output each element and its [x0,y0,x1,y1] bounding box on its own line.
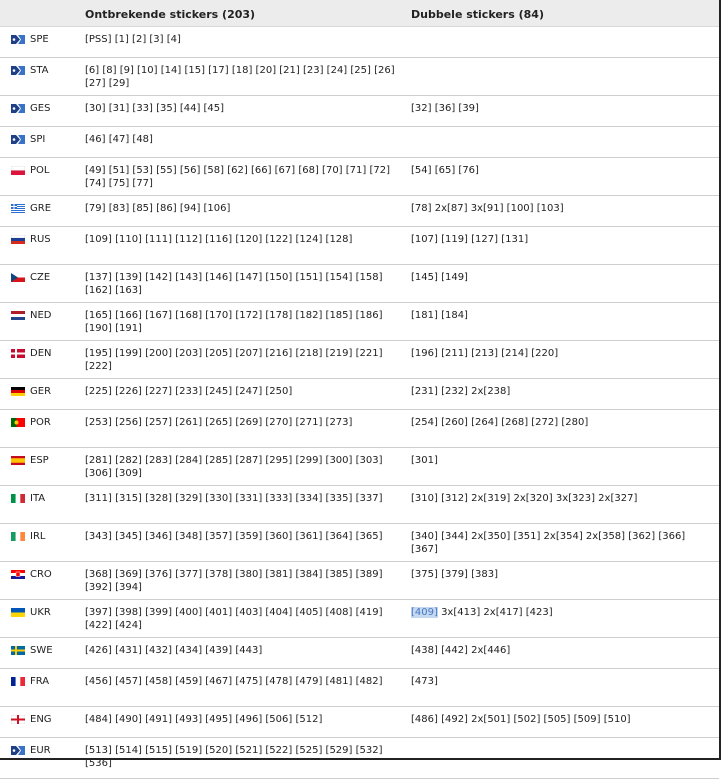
missing-stickers: [195] [199] [200] [203] [205] [207] [216] [218] [219] [221] [222] [85,348,383,372]
flag-pol-icon [11,166,25,175]
double-stickers: [107] [119] [127] [131] [411,234,529,245]
flag-esp-icon [11,456,25,465]
double-stickers: [340] [344] 2x[350] [351] 2x[354] 2x[358] [362] [366] [367] [411,531,686,555]
flag-ukr-icon [11,608,25,617]
team-code: CZE [30,272,51,283]
team-code: GRE [30,203,52,214]
double-stickers: [486] [492] 2x[501] [502] [505] [509] [510] [411,714,631,725]
team-code: EUR [30,745,51,756]
flag-rus-icon [11,235,25,244]
team-code: CRO [30,569,52,580]
flag-gre-icon [11,204,25,213]
team-code: SPI [30,134,46,145]
double-stickers: [32] [36] [39] [411,103,479,114]
missing-stickers: [397] [398] [399] [400] [401] [403] [404] [405] [408] [419] [422] [424] [85,607,383,631]
tournament-logo-icon [11,746,25,755]
flag-irl-icon [11,532,25,541]
team-code: IRL [30,531,46,542]
table-row [0,707,719,738]
team-code: POR [30,417,51,428]
missing-stickers: [79] [83] [85] [86] [94] [106] [85,203,231,214]
team-code: DEN [30,348,52,359]
tournament-logo-icon [11,104,25,113]
missing-stickers: [343] [345] [346] [348] [357] [359] [360] [361] [364] [365] [85,531,383,542]
double-stickers: [145] [149] [411,272,468,283]
double-stickers: [196] [211] [213] [214] [220] [411,348,559,359]
table-body [0,27,719,779]
team-code: RUS [30,234,51,245]
table-row [0,341,719,379]
double-column-header: Dubbele stickers (84) [411,8,544,21]
table-row [0,96,719,127]
team-code: FRA [30,676,50,687]
flag-swe-icon [11,646,25,655]
double-stickers: [473] [411,676,438,687]
table-row [0,562,719,600]
team-code: POL [30,165,50,176]
double-stickers: [310] [312] 2x[319] 2x[320] 3x[323] 2x[327] [411,493,638,504]
team-code: ESP [30,455,49,466]
team-code: SWE [30,645,53,656]
double-stickers: [54] [65] [76] [411,165,479,176]
team-code: STA [30,65,49,76]
missing-stickers: [484] [490] [491] [493] [495] [496] [506] [512] [85,714,323,725]
team-code: ENG [30,714,52,725]
tournament-logo-icon [11,66,25,75]
table-row [0,158,719,196]
team-code: UKR [30,607,51,618]
double-stickers: [181] [184] [411,310,468,321]
flag-ned-icon [11,311,25,320]
missing-stickers: [368] [369] [376] [377] [378] [380] [381] [384] [385] [389] [392] [394] [85,569,383,593]
double-stickers [411,607,711,620]
double-stickers-rest: 3x[413] 2x[417] [423] [437,607,553,618]
flag-cze-icon [11,273,25,282]
table-row [0,265,719,303]
flag-ger-icon [11,387,25,396]
missing-stickers: [137] [139] [142] [143] [146] [147] [150] [151] [154] [158] [162] [163] [85,272,383,296]
missing-stickers: [30] [31] [33] [35] [44] [45] [85,103,225,114]
missing-stickers: [281] [282] [283] [284] [285] [287] [295] [299] [300] [303] [306] [309] [85,455,383,479]
table-row [0,524,719,562]
flag-fra-icon [11,677,25,686]
missing-column-header: Ontbrekende stickers (203) [85,8,256,21]
flag-ita-icon [11,494,25,503]
team-code: GER [30,386,52,397]
table-row [0,227,719,265]
missing-stickers: [225] [226] [227] [233] [245] [247] [250] [85,386,293,397]
missing-stickers: [253] [256] [257] [261] [265] [269] [270] [271] [273] [85,417,353,428]
missing-stickers: [456] [457] [458] [459] [467] [475] [478] [479] [481] [482] [85,676,383,687]
team-code: GES [30,103,51,114]
table-row [0,410,719,448]
selected-sticker[interactable]: [409] [411,607,438,618]
missing-stickers: [165] [166] [167] [168] [170] [172] [178] [182] [185] [186] [190] [191] [85,310,383,334]
table-row [0,738,719,779]
table-header [0,0,719,27]
table-row [0,303,719,341]
tournament-logo-icon [11,135,25,144]
double-stickers: [231] [232] 2x[238] [411,386,511,397]
double-stickers: [301] [411,455,438,466]
table-row [0,448,719,486]
team-code: SPE [30,34,49,45]
missing-stickers: [49] [51] [53] [55] [56] [58] [62] [66] [67] [68] [70] [71] [72] [74] [75] [77] [85,165,390,189]
table-row [0,58,719,96]
table-row [0,638,719,669]
table-row [0,669,719,707]
missing-stickers: [109] [110] [111] [112] [116] [120] [122] [124] [128] [85,234,353,245]
missing-stickers: [513] [514] [515] [519] [520] [521] [522] [525] [529] [532] [536] [85,745,383,769]
table-row [0,127,719,158]
missing-stickers: [PSS] [1] [2] [3] [4] [85,34,181,45]
missing-stickers: [426] [431] [432] [434] [439] [443] [85,645,263,656]
double-stickers: [438] [442] 2x[446] [411,645,511,656]
table-row [0,27,719,58]
double-stickers: [78] 2x[87] 3x[91] [100] [103] [411,203,564,214]
table-row [0,600,719,638]
flag-cro-icon [11,570,25,579]
double-stickers: [254] [260] [264] [268] [272] [280] [411,417,589,428]
missing-stickers: [6] [8] [9] [10] [14] [15] [17] [18] [20] [21] [23] [24] [25] [26] [27] [29] [85,65,395,89]
flag-eng-icon [11,715,25,724]
team-code: ITA [30,493,46,504]
flag-den-icon [11,349,25,358]
missing-stickers: [311] [315] [328] [329] [330] [331] [333] [334] [335] [337] [85,493,383,504]
missing-stickers: [46] [47] [48] [85,134,153,145]
team-code: NED [30,310,52,321]
table-row [0,486,719,524]
table-row [0,196,719,227]
flag-por-icon [11,418,25,427]
table-row [0,379,719,410]
double-stickers: [375] [379] [383] [411,569,499,580]
tournament-logo-icon [11,35,25,44]
